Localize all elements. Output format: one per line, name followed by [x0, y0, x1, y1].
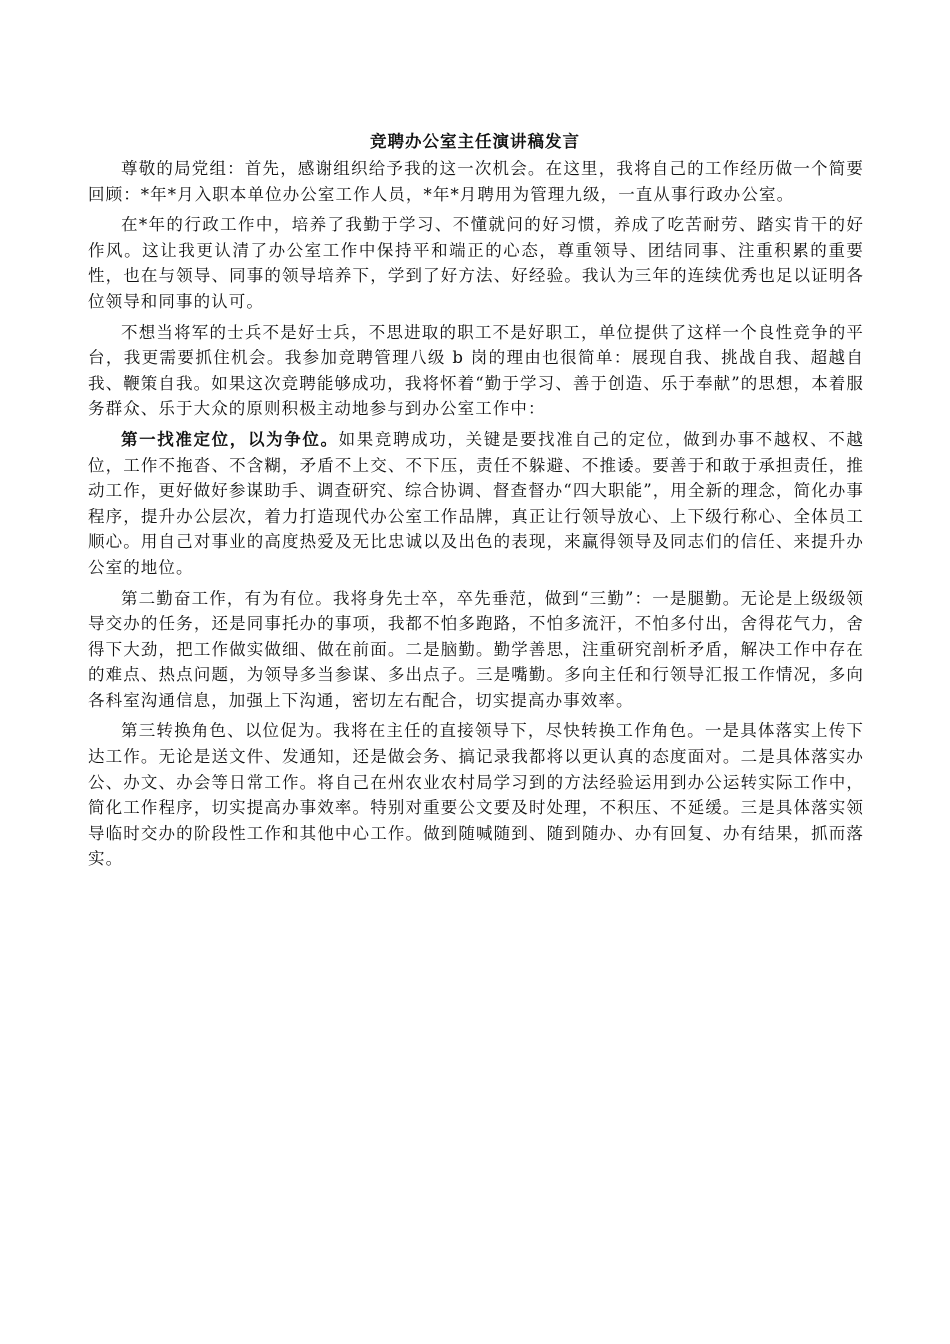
paragraph-point-two	[88, 586, 864, 714]
document-body	[88, 156, 864, 877]
paragraph-point-one	[88, 427, 864, 581]
paragraph-text: 不想当将军的士兵不是好士兵，不思进取的职工不是好职工，单位提供了这样一个良性竞争的平台，我更需要抓住机会。我参加竞聘管理八级 b 岗的理由也很简单：展现自我、挑战自我、超越自我、鞭策自我。如果这次竞聘能够成功，我将怀着“勤于学习、善于创造、乐于奉献”的思想，本着服务群众、乐于大众的原则积极主动地参与到办公室工作中：	[88, 322, 864, 419]
paragraph-text: 第三转换角色、以位促为。我将在主任的直接领导下，尽快转换工作角色。一是具体落实上传下达工作。无论是送文件、发通知，还是做会务、搞记录我都将以更认真的态度面对。二是具体落实办公、办文、办会等日常工作。将自己在州农业农村局学习到的方法经验运用到办公运转实际工作中，简化工作程序，切实提高办事效率。特别对重要公文要及时处理，不积压、不延缓。三是具体落实领导临时交办的阶段性工作和其他中心工作。做到随喊随到、随到随办、办有回复、办有结果，抓而落实。	[88, 721, 864, 869]
paragraph-text: 尊敬的局党组：首先，感谢组织给予我的这一次机会。在这里，我将自己的工作经历做一个简要回顾：*年*月入职本单位办公室工作人员，*年*月聘用为管理九级，一直从事行政办公室。	[88, 159, 864, 204]
paragraph-experience	[88, 212, 864, 314]
paragraph-text: 如果竞聘成功，关键是要找准自己的定位，做到办事不越权、不越位，工作不拖沓、不含糊，矛盾不上交、不下压，责任不躲避、不推诿。要善于和敢于承担责任，推动工作，更好做好参谋助手、调查研究、综合协调、督查督办“四大职能”，用全新的理念，简化办事程序，提升办公层次，着力打造现代办公室工作品牌，真正让行领导放心、上下级行称心、全体员工顺心。用自己对事业的高度热爱及无比忠诚以及出色的表现，来赢得领导及同志们的信任、来提升办公室的地位。	[88, 429, 864, 577]
paragraph-text: 第二勤奋工作，有为有位。我将身先士卒，卒先垂范，做到“三勤”：一是腿勤。无论是上级级领导交办的任务，还是同事托办的事项，我都不怕多跑路，不怕多流汗，不怕多付出，舍得花气力，舍得下大劲，把工作做实做细、做在前面。二是脑勤。勤学善思，注重研究剖析矛盾，解决工作中存在的难点、热点问题，为领导多当参谋、多出点子。三是嘴勤。多向主任和行领导汇报工作情况，多向各科室沟通信息，加强上下沟通，密切左右配合，切实提高办事效率。	[88, 588, 864, 710]
document-title: 竞聘办公室主任演讲稿发言	[370, 132, 580, 151]
paragraph-lead-heading: 第一找准定位，以为争位。	[121, 429, 339, 449]
paragraph-text: 在*年的行政工作中，培养了我勤于学习、不懂就问的好习惯，养成了吃苦耐劳、踏实肯干的好作风。这让我更认清了办公室工作中保持平和端正的心态，尊重领导、团结同事、注重积累的重要性，也在与领导、同事的领导培养下，学到了好方法、好经验。我认为三年的连续优秀也足以证明各位领导和同事的认可。	[88, 215, 864, 311]
paragraph-motivation	[88, 320, 864, 422]
paragraph-point-three	[88, 718, 864, 872]
paragraph-greeting	[88, 156, 864, 207]
